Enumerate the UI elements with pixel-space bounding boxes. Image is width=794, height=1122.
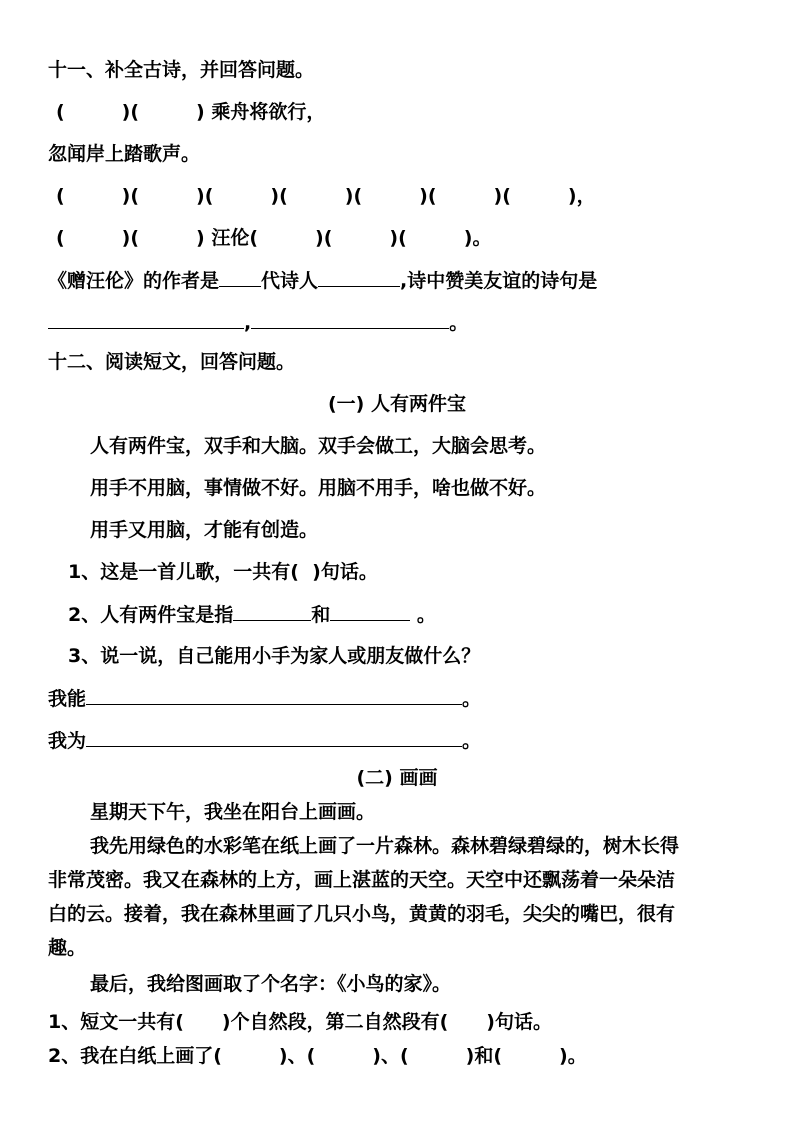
part2-title: (二) 画画: [356, 767, 438, 789]
answer-line-1: [48, 686, 481, 710]
author-question-c: ,诗中赞美友谊的诗句是: [400, 270, 598, 292]
verse-end: 。: [449, 312, 469, 334]
part2-question-2: 2、我在白纸上画了( )、( )、( )和( )。: [48, 1045, 587, 1067]
story-paragraph-2-line-4: 趣。: [48, 937, 87, 959]
story-paragraph-2-line-1: 我先用绿色的水彩笔在纸上画了一片森林。森林碧绿碧绿的，树木长得: [90, 835, 680, 857]
story-paragraph-3: 最后，我给图画取了个名字：《小鸟的家》。: [90, 973, 452, 995]
section12-heading: 十二、阅读短文，回答问题。: [48, 351, 296, 373]
story-paragraph-1: 星期天下午，我坐在阳台上画画。: [90, 801, 376, 823]
part1-question-2-a: 2、人有两件宝是指: [68, 604, 234, 626]
verse-comma: ,: [244, 312, 252, 334]
part1-question-1: 1、这是一首儿歌，一共有( )句话。: [68, 561, 378, 583]
answer-line-2: [48, 728, 481, 752]
dynasty-blank[interactable]: [219, 268, 261, 287]
poem-line-3: ( )( )( )( )( )( )( )，: [56, 185, 596, 207]
part1-title: (一) 人有两件宝: [328, 393, 466, 415]
part1-question-2: [68, 602, 436, 626]
poem-line-4: [56, 226, 491, 250]
friendship-verse-answer: [48, 310, 468, 334]
verse-blank-2[interactable]: [251, 310, 449, 329]
author-question: [48, 268, 597, 292]
rhyme-line-2: 用手不用脑，事情做不好。用脑不用手，啥也做不好。: [90, 477, 547, 499]
rhyme-line-3: 用手又用脑，才能有创造。: [90, 519, 319, 541]
poet-blank[interactable]: [318, 268, 400, 287]
answer-blank-1[interactable]: [86, 686, 462, 705]
poem-line-4-end: ( )( )( )。: [249, 227, 492, 249]
answer-blank-2[interactable]: [86, 728, 462, 747]
section11-heading: 十一、补全古诗，并回答问题。: [48, 59, 315, 81]
poem-line-4-name: 汪伦: [211, 227, 250, 249]
poem-line-1: ( )( ) 乘舟将欲行，: [56, 101, 326, 123]
part1-question-2-c: 。: [410, 604, 436, 626]
treasure-blank-2[interactable]: [330, 602, 410, 621]
part1-question-2-b: 和: [311, 604, 331, 626]
answer-end-2: 。: [462, 730, 482, 752]
rhyme-line-1: 人有两件宝，双手和大脑。双手会做工，大脑会思考。: [90, 435, 547, 457]
part1-question-3: 3、说一说，自己能用小手为家人或朋友做什么？: [68, 645, 481, 667]
verse-blank-1[interactable]: [48, 310, 244, 329]
story-paragraph-2-line-2: 非常茂密。我又在森林的上方，画上湛蓝的天空。天空中还飘荡着一朵朵洁: [48, 869, 676, 891]
treasure-blank-1[interactable]: [233, 602, 311, 621]
poem-line-4-start: ( )( ): [56, 227, 212, 249]
story-paragraph-2-line-3: 白的云。接着，我在森林里画了几只小鸟，黄黄的羽毛，尖尖的嘴巴，很有: [48, 903, 676, 925]
part2-question-1: 1、短文一共有( )个自然段，第二自然段有( )句话。: [48, 1011, 552, 1033]
answer-label-2: 我为: [48, 730, 87, 752]
author-question-b: 代诗人: [261, 270, 319, 292]
poem-line-2: 忽闻岸上踏歌声。: [48, 143, 201, 165]
answer-label-1: 我能: [48, 688, 87, 710]
answer-end-1: 。: [462, 688, 482, 710]
author-question-a: 《赠汪伦》的作者是: [48, 270, 220, 292]
